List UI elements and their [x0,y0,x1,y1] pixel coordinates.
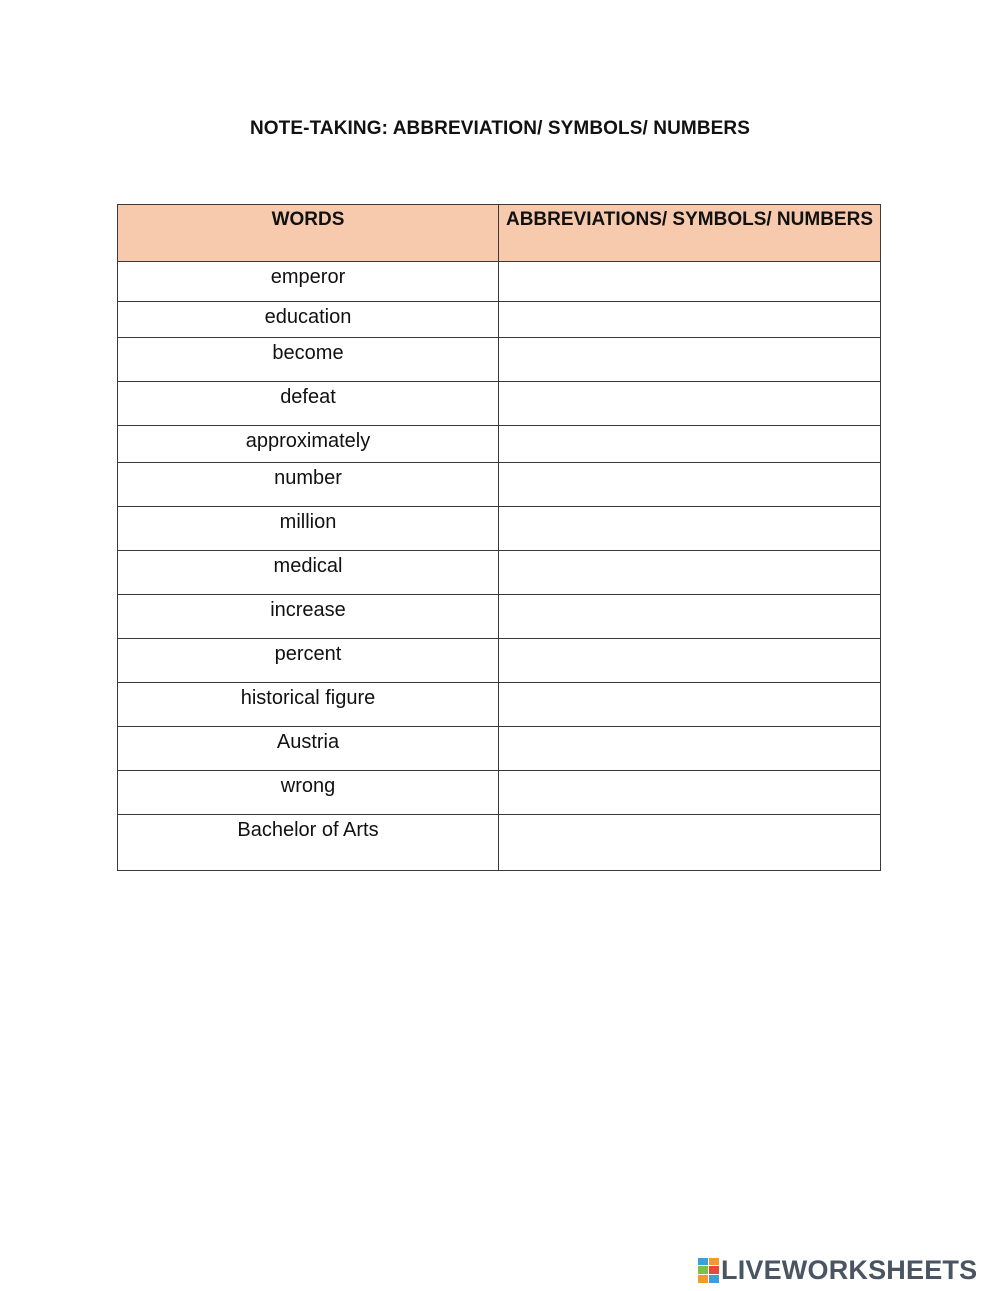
word-cell: emperor [118,262,499,302]
page-title: NOTE-TAKING: ABBREVIATION/ SYMBOLS/ NUMBERS [249,118,751,139]
word-cell: defeat [118,382,499,426]
word-cell: Austria [118,727,499,771]
answer-cell[interactable] [499,815,881,871]
answer-cell[interactable] [499,507,881,551]
answer-cell[interactable] [499,382,881,426]
word-cell: increase [118,595,499,639]
header-abbreviations: ABBREVIATIONS/ SYMBOLS/ NUMBERS [499,205,881,262]
table-row [118,639,881,683]
answer-cell[interactable] [499,727,881,771]
table-row [118,382,881,426]
answer-cell[interactable] [499,639,881,683]
answer-cell[interactable] [499,426,881,463]
answer-cell[interactable] [499,302,881,338]
brand-name: LIVEWORKSHEETS [721,1254,978,1285]
liveworksheets-brand [697,1255,977,1285]
table-header-row [118,205,881,262]
word-cell: historical figure [118,683,499,727]
answer-cell[interactable] [499,463,881,507]
answer-cell[interactable] [499,551,881,595]
table-row [118,815,881,871]
table-row [118,302,881,338]
answer-cell[interactable] [499,595,881,639]
word-cell: million [118,507,499,551]
word-cell: Bachelor of Arts [118,815,499,871]
word-cell: approximately [118,426,499,463]
table-row [118,595,881,639]
table-row [118,507,881,551]
table-row [118,683,881,727]
answer-cell[interactable] [499,683,881,727]
table-row [118,463,881,507]
answer-cell[interactable] [499,262,881,302]
vocabulary-table [117,204,881,871]
answer-cell[interactable] [499,338,881,382]
header-words: WORDS [118,205,499,262]
word-cell: number [118,463,499,507]
table-row [118,262,881,302]
answer-cell[interactable] [499,771,881,815]
table-row [118,426,881,463]
word-cell: education [118,302,499,338]
table-row [118,771,881,815]
word-cell: percent [118,639,499,683]
word-cell: medical [118,551,499,595]
liveworksheets-logo-icon [697,1257,719,1283]
word-cell: become [118,338,499,382]
table-row [118,727,881,771]
word-cell: wrong [118,771,499,815]
table-row [118,338,881,382]
table-row [118,551,881,595]
